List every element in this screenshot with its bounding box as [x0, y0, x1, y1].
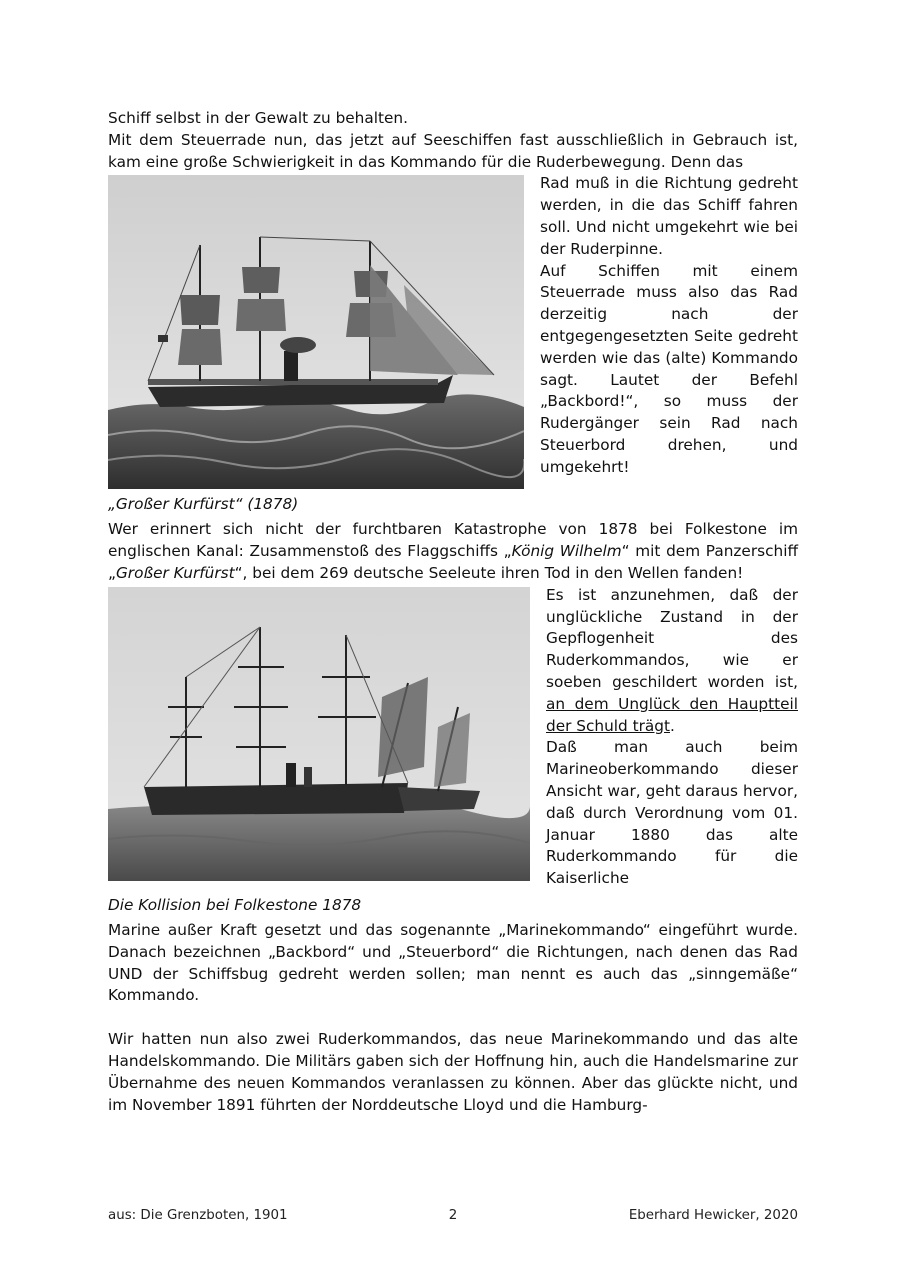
- underlined-statement: an dem Unglück den Hauptteil der Schuld trägt: [546, 694, 798, 735]
- paragraph-4-text-a: Wer erinnert sich nicht der furchtbaren Katastrophe von 1878 bei Folkestone im englischen Kanal: Zusammenstoß des Flaggschiffs „: [108, 520, 798, 561]
- ship-illustration-grosser-kurfuerst: [108, 175, 524, 489]
- paragraph-4-text-b: “ mit dem Panzerschiff „: [108, 542, 798, 582]
- paragraph-2: Mit dem Steuerrade nun, das jetzt auf Seeschiffen fast ausschließlich in Gebrauch ist, kam eine große Schwierigkeit in das Kommando für die Ruderbewegung. Denn das: [108, 130, 798, 171]
- ship-name-grosser-kurfuerst: Großer Kurfürst: [115, 563, 235, 582]
- paragraph-5-text-b: .: [669, 716, 675, 735]
- paragraph-5-text-a: Es ist anzunehmen, daß der unglückliche Zustand in der Gepflogenheit des Ruderkommandos, wie er soeben geschildert worden ist,: [546, 585, 798, 691]
- footer-source: aus: Die Grenzboten, 1901: [108, 1208, 288, 1223]
- figure-2-caption: Die Kollision bei Folkestone 1878: [108, 895, 362, 914]
- paragraph-6: Daß man auch beim Marineoberkommando dieser Ansicht war, geht daraus hervor, daß durch Verordnung vom 01. Januar 1880 das alte Ruderkommando für die Kaiserliche: [546, 738, 798, 888]
- footer-author: Eberhard Hewicker, 2020: [628, 1208, 798, 1223]
- ship-name-koenig-wilhelm: König Wilhelm: [511, 542, 622, 561]
- figure-1-block: [108, 173, 798, 489]
- paragraph-4-text-c: “, bei dem 269 deutsche Seeleute ihren Tod in den Wellen fanden!: [234, 563, 744, 582]
- paragraph-6-continued: Marine außer Kraft gesetzt und das sogenannte „Marinekommando“ eingeführt wurde. Danach bezeichnen „Backbord“ und „Steuerbord“ die Richtungen, nach denen das Rad UND der Schiffsbug gedreht werden sollen; man nennt es auch das „sinngemäße“ Kommando.: [108, 920, 798, 1005]
- paragraph-7: Wir hatten nun also zwei Ruderkommandos, das neue Marinekommando und das alte Handelskommando. Die Militärs gaben sich der Hoffnung hin, auch die Handelsmarine zur Übernahme des neuen Kommandos veranlassen zu können. Aber das glückte nicht, und im November 1891 führten der Norddeutsche Lloyd und die Hamburg-: [108, 1030, 798, 1114]
- page-footer: [108, 1208, 798, 1228]
- document-page: [108, 108, 798, 1116]
- paragraph-4: [108, 519, 798, 584]
- footer-page-number: 2: [448, 1208, 458, 1223]
- paragraph-2-continued: Rad muß in die Richtung gedreht werden, in die das Schiff fahren soll. Und nicht umgekehrt wie bei der Ruderpinne.: [540, 174, 798, 258]
- paragraph-3: Auf Schiffen mit einem Steuerrade muss also das Rad derzeitig nach der entgegengesetzten Seite gedreht werden wie das (alte) Kommando sagt. Lautet der Befehl „Backbord!“, so muss der Rudergänger sein Rad nach Steuerbord drehen, und umgekehrt!: [540, 261, 798, 476]
- ship-illustration-collision: [108, 587, 530, 881]
- figure-1-caption: „Großer Kurfürst“ (1878): [108, 495, 299, 514]
- figure-2-block: [108, 585, 798, 890]
- paragraph-1: Schiff selbst in der Gewalt zu behalten.: [108, 109, 408, 127]
